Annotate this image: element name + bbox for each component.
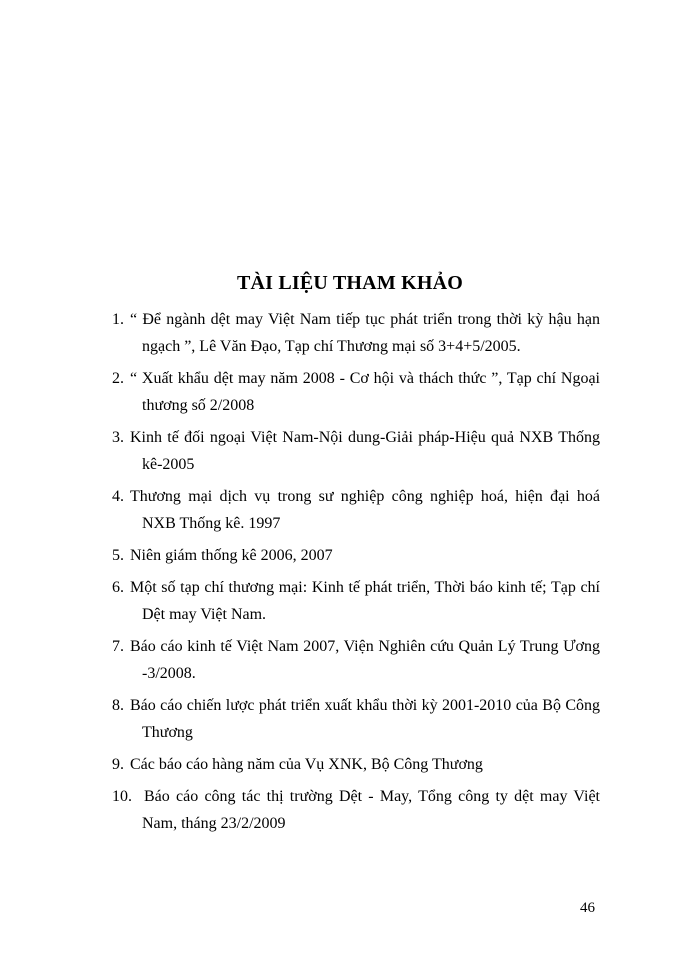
reference-text-line1: “ Xuất khẩu dệt may năm 2008 - Cơ hội và thách thức ”, Tạp chí Ngoại: [130, 370, 600, 387]
reference-number: 2.: [112, 370, 124, 387]
reference-item-5: [112, 542, 600, 569]
reference-text-line2: NXB Thống kê. 1997: [142, 515, 281, 532]
reference-number: 4.: [112, 488, 124, 505]
reference-item-1: [112, 306, 600, 360]
reference-text-line2: Thương: [142, 724, 193, 741]
reference-item-3: [112, 424, 600, 478]
reference-number: 10.: [112, 788, 132, 805]
reference-text-line1: Thương mại dịch vụ trong sư nghiệp công nghiệp hoá, hiện đại hoá: [130, 488, 600, 505]
reference-number: 7.: [112, 638, 124, 655]
reference-item-9: [112, 751, 600, 778]
page-title: TÀI LIỆU THAM KHẢO: [236, 272, 464, 294]
reference-text-line2: ngạch ”, Lê Văn Đạo, Tạp chí Thương mại số 3+4+5/2005.: [142, 338, 521, 355]
reference-text-line2: Nam, tháng 23/2/2009: [142, 815, 286, 832]
reference-number: 5.: [112, 547, 124, 564]
reference-text-line1: Báo cáo công tác thị trường Dệt - May, Tổng công ty dệt may Việt: [144, 788, 600, 805]
reference-text-line2: Dệt may Việt Nam.: [142, 606, 267, 623]
reference-text-line1: Các báo cáo hàng năm của Vụ XNK, Bộ Công Thương: [130, 756, 483, 773]
reference-text-line2: -3/2008.: [142, 665, 196, 682]
reference-item-4: [112, 483, 600, 537]
reference-number: 8.: [112, 697, 124, 714]
reference-text-line1: “ Để ngành dệt may Việt Nam tiếp tục phát triển trong thời kỳ hậu hạn: [130, 311, 600, 328]
reference-text-line1: Báo cáo kinh tế Việt Nam 2007, Viện Nghiên cứu Quản Lý Trung Ương: [130, 638, 600, 655]
reference-number: 6.: [112, 579, 124, 596]
reference-item-8: [112, 692, 600, 746]
reference-number: 3.: [112, 429, 124, 446]
reference-number: 9.: [112, 756, 124, 773]
reference-item-2: [112, 365, 600, 419]
reference-number: 1.: [112, 311, 124, 328]
reference-list: [112, 306, 600, 842]
reference-item-7: [112, 633, 600, 687]
reference-text-line2: thương số 2/2008: [142, 397, 255, 414]
reference-item-10: [112, 783, 600, 837]
page-number: 46: [580, 900, 595, 916]
reference-item-6: [112, 574, 600, 628]
reference-text-line1: Báo cáo chiến lược phát triển xuất khẩu thời kỳ 2001-2010 của Bộ Công: [130, 697, 600, 714]
reference-text-line1: Kinh tế đối ngoại Việt Nam-Nội dung-Giải pháp-Hiệu quả NXB Thống: [130, 429, 600, 446]
reference-text-line2: kê-2005: [142, 456, 195, 473]
reference-text-line1: Một số tạp chí thương mại: Kinh tế phát triển, Thời báo kinh tế; Tạp chí: [130, 579, 600, 596]
reference-text-line1: Niên giám thống kê 2006, 2007: [130, 547, 333, 564]
